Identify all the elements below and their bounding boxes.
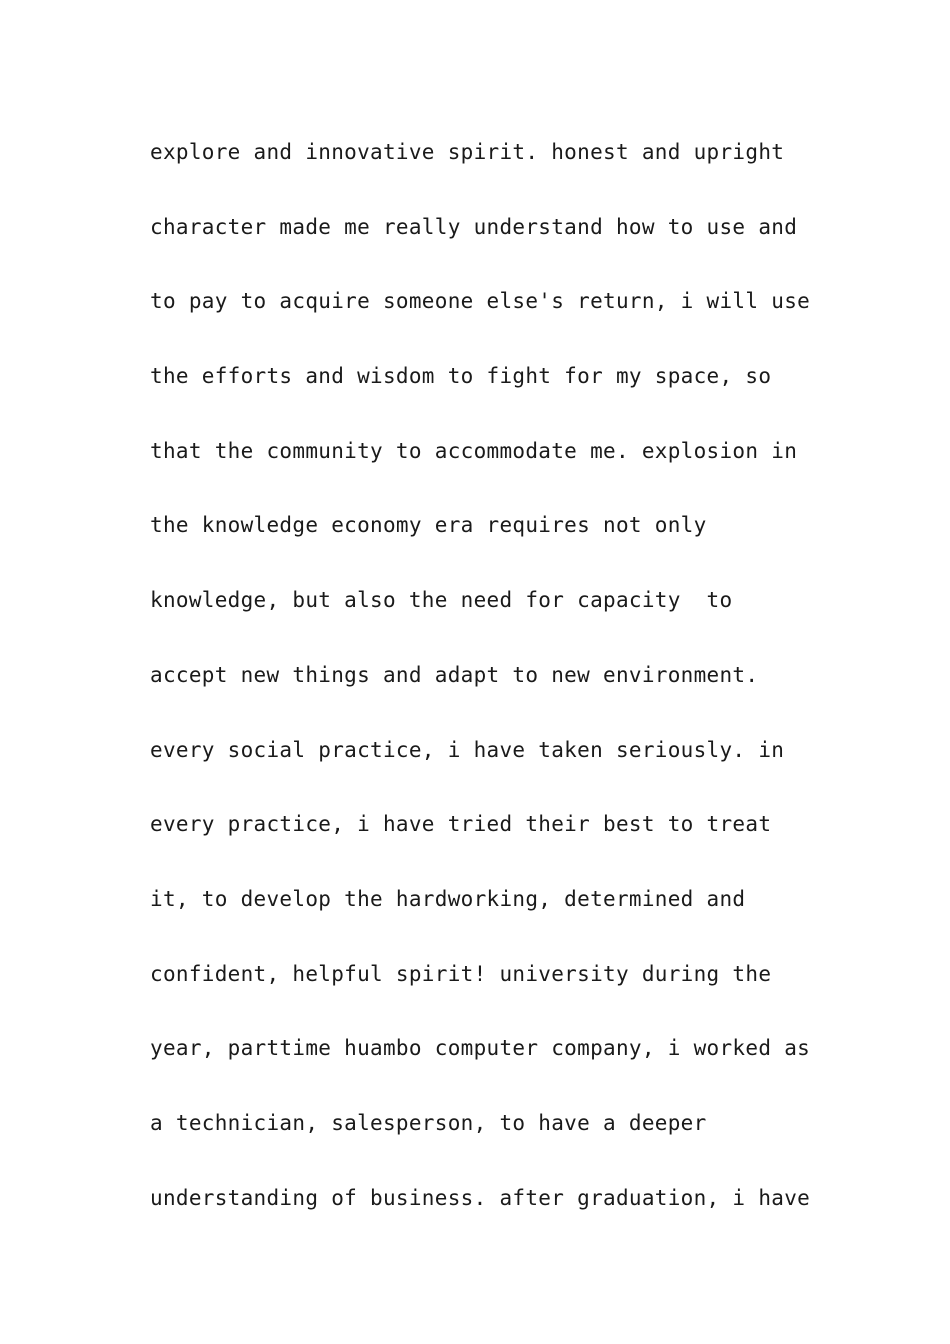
text-line: character made me really understand how to use and <box>150 214 798 239</box>
text-line: accept new things and adapt to new environment. <box>150 662 759 687</box>
text-line: it, to develop the hardworking, determined and <box>150 886 746 911</box>
text-line: year, parttime huambo computer company, i worked as <box>150 1036 811 1061</box>
body-text <box>150 133 850 1253</box>
text-line: understanding of business. after graduation, i have <box>150 1185 811 1210</box>
text-line: every social practice, i have taken seriously. in <box>150 737 785 762</box>
text-line: explore and innovative spirit. honest and upright <box>150 140 785 164</box>
text-line: to pay to acquire someone else's return, i will use <box>150 289 811 314</box>
text-line: the efforts and wisdom to fight for my space, so <box>150 364 772 389</box>
text-line: knowledge, but also the need for capacity to <box>150 588 733 613</box>
text-line: that the community to accommodate me. explosion in <box>150 438 798 463</box>
text-line: confident, helpful spirit! university during the <box>150 961 772 986</box>
text-line: every practice, i have tried their best to treat <box>150 812 772 837</box>
text-line: a technician, salesperson, to have a deeper <box>150 1110 707 1135</box>
text-line: the knowledge economy era requires not only <box>150 513 707 538</box>
